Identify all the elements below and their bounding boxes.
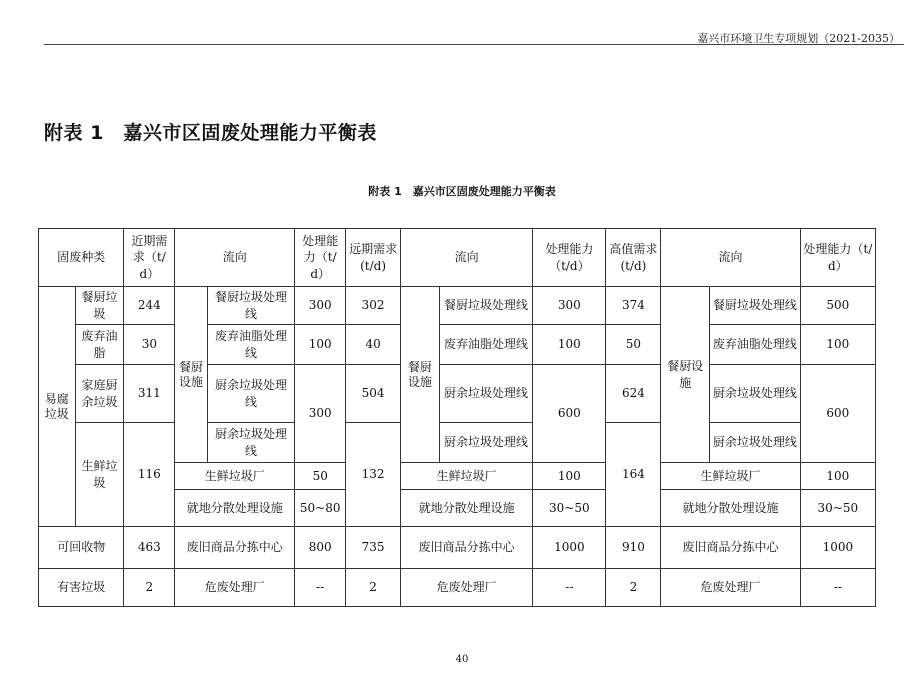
- table-row: [39, 569, 876, 607]
- subtype-household: 家庭厨余垃圾: [75, 365, 124, 423]
- header-peak-demand: 高值需求(t/d): [606, 229, 661, 287]
- peak-recyclables: 910: [606, 527, 661, 569]
- line-kitchen-near: 餐厨垃圾处理线: [207, 287, 294, 325]
- near-recyclables: 463: [124, 527, 175, 569]
- line-fresh-far: 厨余垃圾处理线: [439, 423, 533, 463]
- onsite-peak: 就地分散处理设施: [661, 490, 800, 527]
- onsite-near: 就地分散处理设施: [175, 490, 295, 527]
- cap-recyclables-far: 1000: [533, 527, 606, 569]
- far-recyclables: 735: [346, 527, 401, 569]
- flow-hazardous-peak: 危废处理厂: [661, 569, 800, 607]
- category-recyclables: 可回收物: [39, 527, 124, 569]
- header-flow-far: 流向: [401, 229, 533, 287]
- capacity-balance-table: [38, 228, 876, 607]
- onsite-far: 就地分散处理设施: [401, 490, 533, 527]
- line-kitchen-peak: 餐厨垃圾处理线: [710, 287, 801, 325]
- cap-household-far: 600: [533, 365, 606, 463]
- plant-fresh-near: 生鲜垃圾厂: [175, 463, 295, 490]
- cap-hazardous-peak: --: [800, 569, 875, 607]
- peak-oil: 50: [606, 325, 661, 365]
- plant-cap-peak: 100: [800, 463, 875, 490]
- cap-oil-near: 100: [295, 325, 346, 365]
- table-row: [39, 423, 876, 463]
- page-title: 附表 1 嘉兴市区固废处理能力平衡表: [44, 122, 377, 144]
- line-oil-peak: 废弃油脂处理线: [710, 325, 801, 365]
- plant-fresh-peak: 生鲜垃圾厂: [661, 463, 800, 490]
- line-fresh-peak: 厨余垃圾处理线: [710, 423, 801, 463]
- cap-household-near: 300: [295, 365, 346, 463]
- line-household-far: 厨余垃圾处理线: [439, 365, 533, 423]
- line-household-peak: 厨余垃圾处理线: [710, 365, 801, 423]
- onsite-cap-far: 30~50: [533, 490, 606, 527]
- cap-kitchen-far: 300: [533, 287, 606, 325]
- header-capacity-peak: 处理能力（t/d）: [800, 229, 875, 287]
- flow-recyclables-far: 废旧商品分拣中心: [401, 527, 533, 569]
- cap-hazardous-far: --: [533, 569, 606, 607]
- line-oil-near: 废弃油脂处理线: [207, 325, 294, 365]
- header-capacity-near: 处理能力（t/d）: [295, 229, 346, 287]
- far-kitchen: 302: [346, 287, 401, 325]
- onsite-cap-peak: 30~50: [800, 490, 875, 527]
- line-kitchen-far: 餐厨垃圾处理线: [439, 287, 533, 325]
- page-number: 40: [455, 654, 469, 665]
- subtype-kitchen: 餐厨垃圾: [75, 287, 124, 325]
- header-divider: [44, 44, 904, 45]
- table-caption: 附表 1 嘉兴市区固废处理能力平衡表: [368, 185, 556, 198]
- table-row: [39, 365, 876, 423]
- peak-hazardous: 2: [606, 569, 661, 607]
- facility-far: 餐厨设施: [401, 287, 440, 463]
- peak-kitchen: 374: [606, 287, 661, 325]
- flow-hazardous-far: 危废处理厂: [401, 569, 533, 607]
- cap-hazardous-near: --: [295, 569, 346, 607]
- near-household: 311: [124, 365, 175, 423]
- line-oil-far: 废弃油脂处理线: [439, 325, 533, 365]
- table-row: [39, 527, 876, 569]
- header-flow-peak: 流向: [661, 229, 800, 287]
- category-hazardous: 有害垃圾: [39, 569, 124, 607]
- plant-cap-far: 100: [533, 463, 606, 490]
- cap-oil-far: 100: [533, 325, 606, 365]
- far-oil: 40: [346, 325, 401, 365]
- facility-near: 餐厨设施: [175, 287, 208, 463]
- table-row: [39, 325, 876, 365]
- running-header: 嘉兴市环境卫生专项规划（2021-2035）: [697, 32, 900, 45]
- header-waste-type: 固废种类: [39, 229, 124, 287]
- cap-oil-peak: 100: [800, 325, 875, 365]
- header-far-demand: 远期需求(t/d): [346, 229, 401, 287]
- onsite-cap-near: 50~80: [295, 490, 346, 527]
- flow-hazardous-near: 危废处理厂: [175, 569, 295, 607]
- table-header-row: [39, 229, 876, 287]
- near-kitchen: 244: [124, 287, 175, 325]
- line-household-near: 厨余垃圾处理线: [207, 365, 294, 423]
- far-fresh: 132: [346, 423, 401, 527]
- cap-recyclables-peak: 1000: [800, 527, 875, 569]
- table-row: [39, 287, 876, 325]
- near-oil: 30: [124, 325, 175, 365]
- flow-recyclables-near: 废旧商品分拣中心: [175, 527, 295, 569]
- flow-recyclables-peak: 废旧商品分拣中心: [661, 527, 800, 569]
- facility-peak: 餐厨设施: [661, 287, 710, 463]
- cap-kitchen-peak: 500: [800, 287, 875, 325]
- plant-fresh-far: 生鲜垃圾厂: [401, 463, 533, 490]
- plant-cap-near: 50: [295, 463, 346, 490]
- near-fresh: 116: [124, 423, 175, 527]
- cap-household-peak: 600: [800, 365, 875, 463]
- subtype-oil: 废弃油脂: [75, 325, 124, 365]
- far-hazardous: 2: [346, 569, 401, 607]
- cap-kitchen-near: 300: [295, 287, 346, 325]
- line-fresh-near: 厨余垃圾处理线: [207, 423, 294, 463]
- category-perishable: 易腐垃圾: [39, 287, 76, 527]
- header-flow-near: 流向: [175, 229, 295, 287]
- peak-fresh: 164: [606, 423, 661, 527]
- header-near-demand: 近期需求（t/d）: [124, 229, 175, 287]
- header-capacity-far: 处理能力（t/d）: [533, 229, 606, 287]
- subtype-fresh: 生鲜垃圾: [75, 423, 124, 527]
- cap-recyclables-near: 800: [295, 527, 346, 569]
- peak-household: 624: [606, 365, 661, 423]
- near-hazardous: 2: [124, 569, 175, 607]
- far-household: 504: [346, 365, 401, 423]
